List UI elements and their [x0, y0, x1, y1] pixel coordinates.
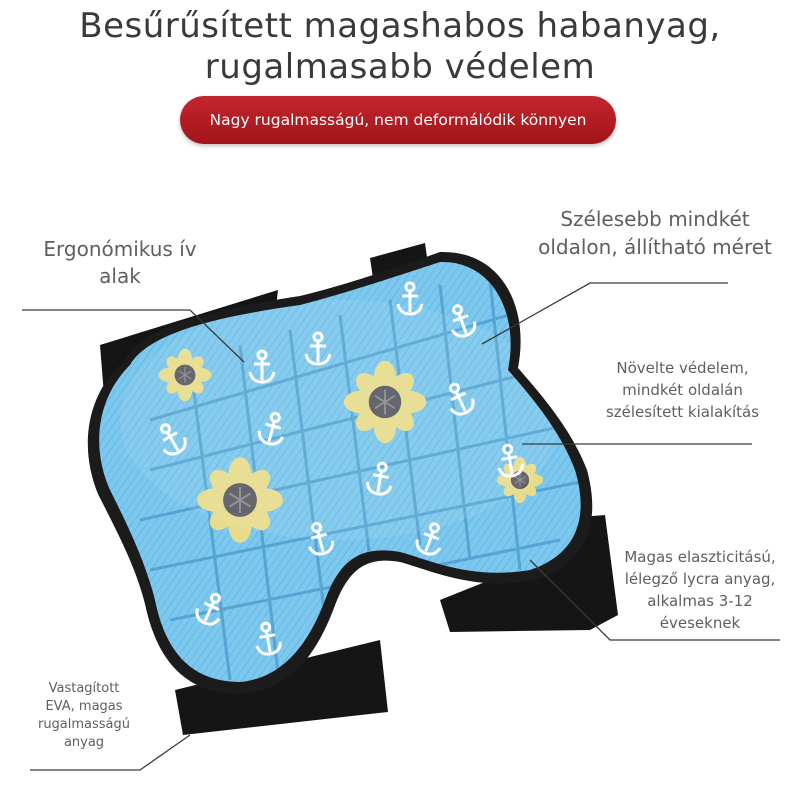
callout-eva: [20, 680, 148, 752]
callout-wider-line1: Szélesebb mindkét: [560, 207, 750, 231]
callout-ergonomic-line2: alak: [99, 264, 141, 288]
callout-wider: [510, 205, 800, 261]
page-title: [0, 6, 800, 88]
feature-badge: Nagy rugalmasságú, nem deformálódik könnyen: [180, 96, 616, 144]
callout-protection-line3: szélesített kialakítás: [605, 403, 760, 421]
callout-ergonomic: [20, 236, 220, 290]
callout-eva-line4: anyag: [63, 735, 105, 750]
callout-ergonomic-line1: Ergonómikus ív: [43, 237, 197, 261]
callout-eva-line3: rugalmasságú: [37, 717, 131, 732]
callout-elastic-line4: éveseknek: [659, 614, 741, 632]
callout-wider-line2: oldalon, állítható méret: [538, 235, 772, 259]
title-line-2: rugalmasabb védelem: [204, 47, 596, 87]
callout-protection-line2: mindkét oldalán: [622, 381, 743, 399]
callout-elastic-line3: alkalmas 3-12: [647, 592, 753, 610]
callout-elastic: [600, 546, 800, 634]
callout-protection-line1: Növelte védelem,: [616, 359, 749, 377]
callout-eva-line2: EVA, magas: [45, 699, 123, 714]
callout-protection: [580, 357, 785, 423]
callout-elastic-line2: lélegző lycra anyag,: [624, 570, 776, 588]
title-line-1: Besűrűsített magashabos habanyag,: [79, 6, 721, 46]
callout-elastic-line1: Magas elaszticitású,: [624, 548, 776, 566]
callout-eva-line1: Vastagított: [48, 681, 120, 696]
